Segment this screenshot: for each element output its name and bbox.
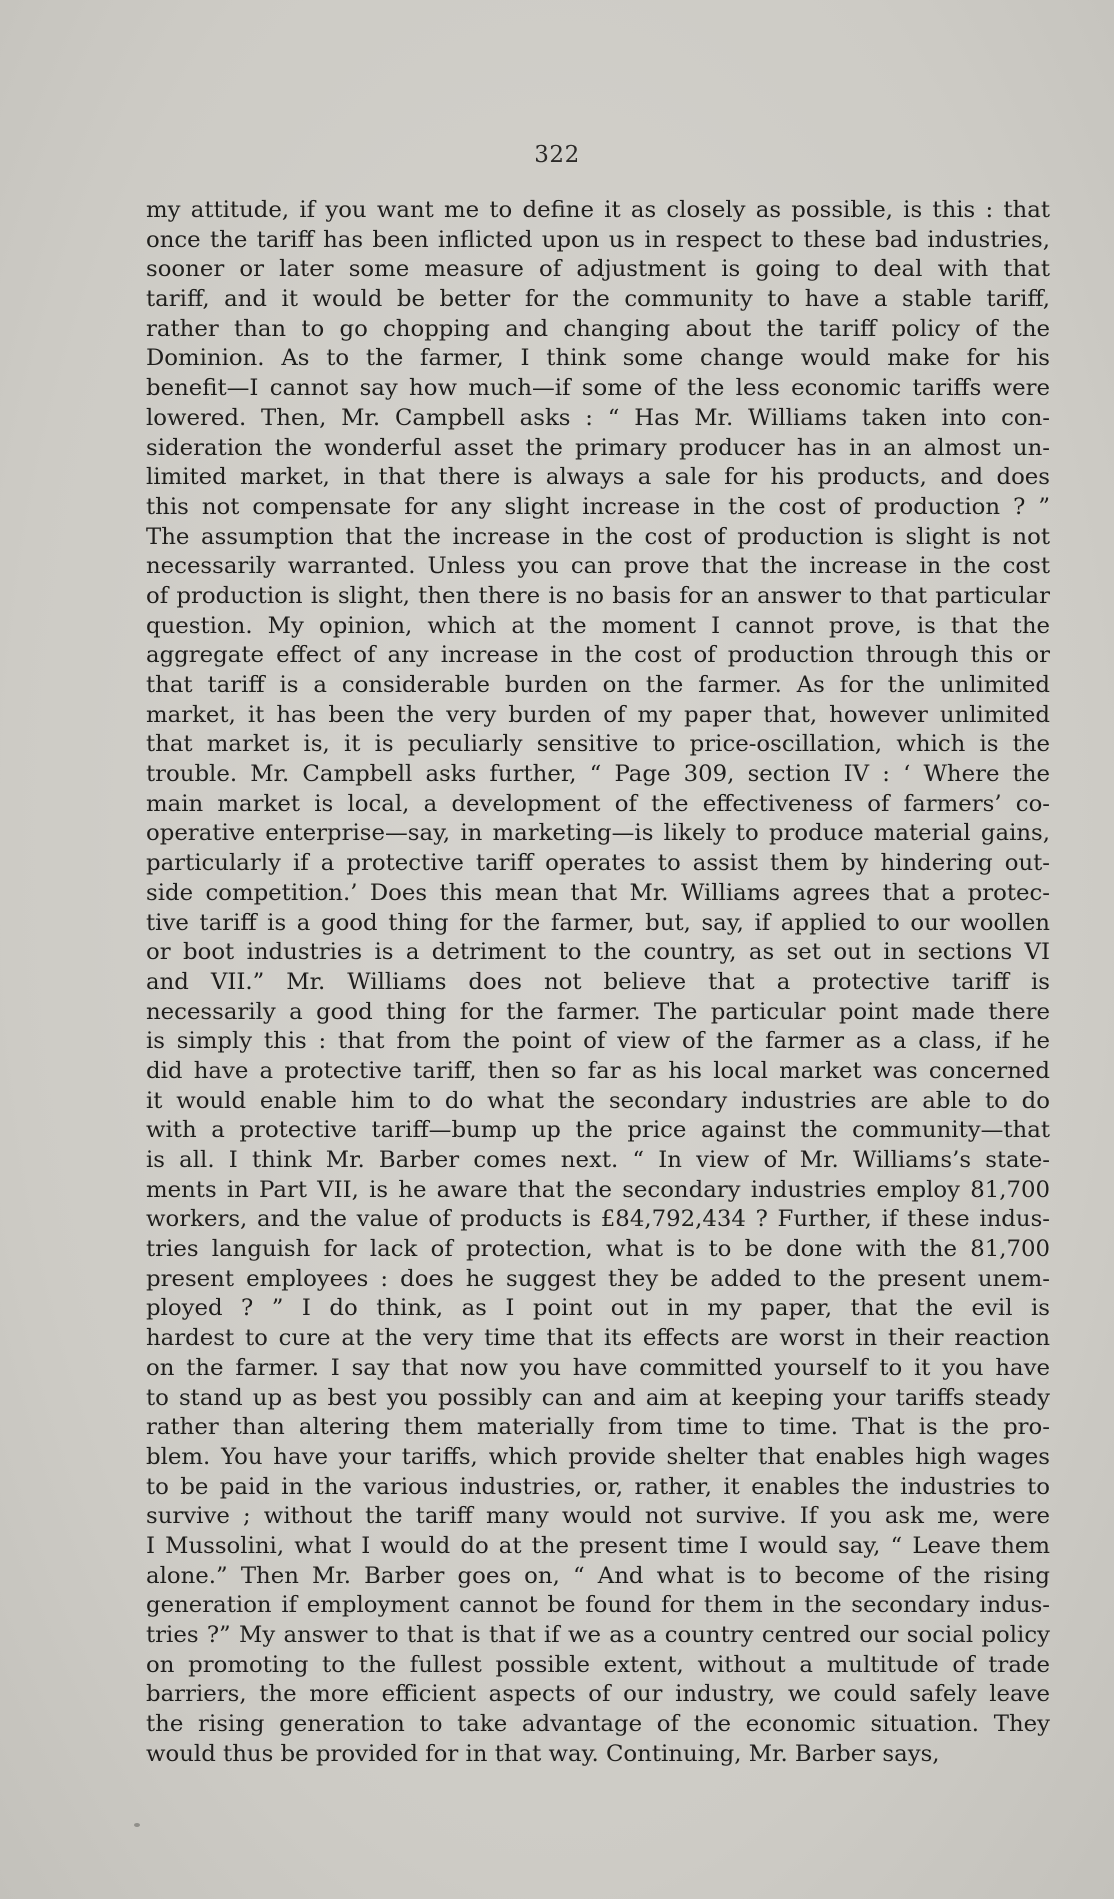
text-line: ments in Part VII, is he aware that the secondary industries employ 81,700: [146, 1176, 1050, 1203]
text-line: rather than to go chopping and changing about the tariff policy of the: [146, 315, 1050, 342]
text-line: that tariff is a considerable burden on the farmer. As for the unlimited: [146, 672, 1050, 698]
text-line: on the farmer. I say that now you have committed yourself to it you have: [146, 1354, 1050, 1381]
text-line: is simply this : that from the point of view of the farmer as a class, if he: [146, 1028, 1050, 1055]
text-line: particularly if a protective tariff operates to assist them by hindering out-: [146, 850, 1050, 877]
page-number: 322: [534, 142, 580, 168]
text-line: blem. You have your tariffs, which provide shelter that enables high wages: [146, 1443, 1050, 1470]
text-line: once the tariff has been inflicted upon us in respect to these bad industries,: [146, 226, 1050, 253]
text-line: The assumption that the increase in the cost of production is slight is not: [146, 523, 1050, 550]
text-line: main market is local, a development of the effectiveness of farmers’ co-: [146, 790, 1050, 817]
text-line: workers, and the value of products is £84,792,434 ? Further, if these indus-: [146, 1206, 1050, 1233]
text-line: benefit—I cannot say how much—if some of the less economic tariffs were: [146, 375, 1050, 402]
text-line: present employees : does he suggest they be added to the present unem-: [146, 1265, 1050, 1292]
text-line: alone.” Then Mr. Barber goes on, “ And what is to become of the rising: [146, 1562, 1050, 1589]
text-line: question. My opinion, which at the moment I cannot prove, is that the: [146, 612, 1050, 639]
text-line: is all. I think Mr. Barber comes next. “ In view of Mr. Williams’s state-: [146, 1147, 1050, 1173]
text-line: aggregate effect of any increase in the cost of production through this or: [146, 642, 1050, 669]
text-line: tariff, and it would be better for the community to have a stable tariff,: [146, 286, 1050, 313]
text-line: ployed ? ” I do think, as I point out in my paper, that the evil is: [146, 1295, 1050, 1322]
text-line: or boot industries is a detriment to the country, as set out in sections VI: [146, 939, 1050, 966]
text-line: rather than altering them materially from time to time. That is the pro-: [146, 1414, 1050, 1441]
text-line: market, it has been the very burden of my paper that, however unlimited: [146, 701, 1050, 728]
text-line: with a protective tariff—bump up the price against the community—that: [146, 1117, 1050, 1144]
paper-speck: [134, 1823, 140, 1827]
text-line: lowered. Then, Mr. Campbell asks : “ Has Mr. Williams taken into con-: [146, 404, 1050, 431]
text-line: would thus be provided for in that way. Continuing, Mr. Barber says,: [146, 1740, 940, 1767]
text-line: it would enable him to do what the secondary industries are able to do: [146, 1087, 1050, 1114]
text-line: barriers, the more efficient aspects of our industry, we could safely leave: [146, 1681, 1050, 1708]
text-line: tries languish for lack of protection, what is to be done with the 81,700: [146, 1236, 1050, 1263]
text-line: sideration the wonderful asset the primary producer has in an almost un-: [146, 434, 1050, 461]
text-line: survive ; without the tariff many would not survive. If you ask me, were: [146, 1503, 1050, 1530]
text-line: necessarily warranted. Unless you can prove that the increase in the cost: [146, 553, 1050, 580]
text-line: to stand up as best you possibly can and aim at keeping your tariffs steady: [146, 1384, 1050, 1411]
body-text: [146, 196, 1050, 1769]
text-line: to be paid in the various industries, or, rather, it enables the industries to: [146, 1473, 1050, 1500]
text-line: of production is slight, then there is no basis for an answer to that particular: [146, 582, 1050, 609]
text-line: and VII.” Mr. Williams does not believe that a protective tariff is: [146, 968, 1050, 995]
text-line: this not compensate for any slight increase in the cost of production ? ”: [146, 493, 1050, 520]
text-line: generation if employment cannot be found for them in the secondary indus-: [146, 1592, 1050, 1619]
text-line: my attitude, if you want me to define it as closely as possible, is this : that: [146, 197, 1050, 223]
text-line: the rising generation to take advantage of the economic situation. They: [146, 1711, 1050, 1738]
text-line: Dominion. As to the farmer, I think some change would make for his: [146, 345, 1050, 372]
text-line: side competition.’ Does this mean that Mr. Williams agrees that a protec-: [146, 879, 1050, 906]
text-line: necessarily a good thing for the farmer. The particular point made there: [146, 998, 1050, 1025]
text-line: on promoting to the fullest possible extent, without a multitude of trade: [146, 1651, 1050, 1678]
text-line: tive tariff is a good thing for the farmer, but, say, if applied to our woollen: [146, 909, 1050, 936]
text-line: did have a protective tariff, then so far as his local market was concerned: [146, 1057, 1050, 1084]
text-line: I Mussolini, what I would do at the present time I would say, “ Leave them: [146, 1532, 1050, 1559]
text-line: trouble. Mr. Campbell asks further, “ Page 309, section IV : ‘ Where the: [146, 761, 1050, 788]
text-line: tries ?” My answer to that is that if we as a country centred our social policy: [146, 1622, 1050, 1648]
text-line: sooner or later some measure of adjustment is going to deal with that: [146, 256, 1050, 283]
text-line: hardest to cure at the very time that its effects are worst in their reaction: [146, 1325, 1050, 1352]
text-line: that market is, it is peculiarly sensitive to price-oscillation, which is the: [146, 731, 1050, 758]
text-line: limited market, in that there is always a sale for his products, and does: [146, 464, 1050, 491]
text-line: operative enterprise—say, in marketing—is likely to produce material gains,: [146, 820, 1050, 847]
